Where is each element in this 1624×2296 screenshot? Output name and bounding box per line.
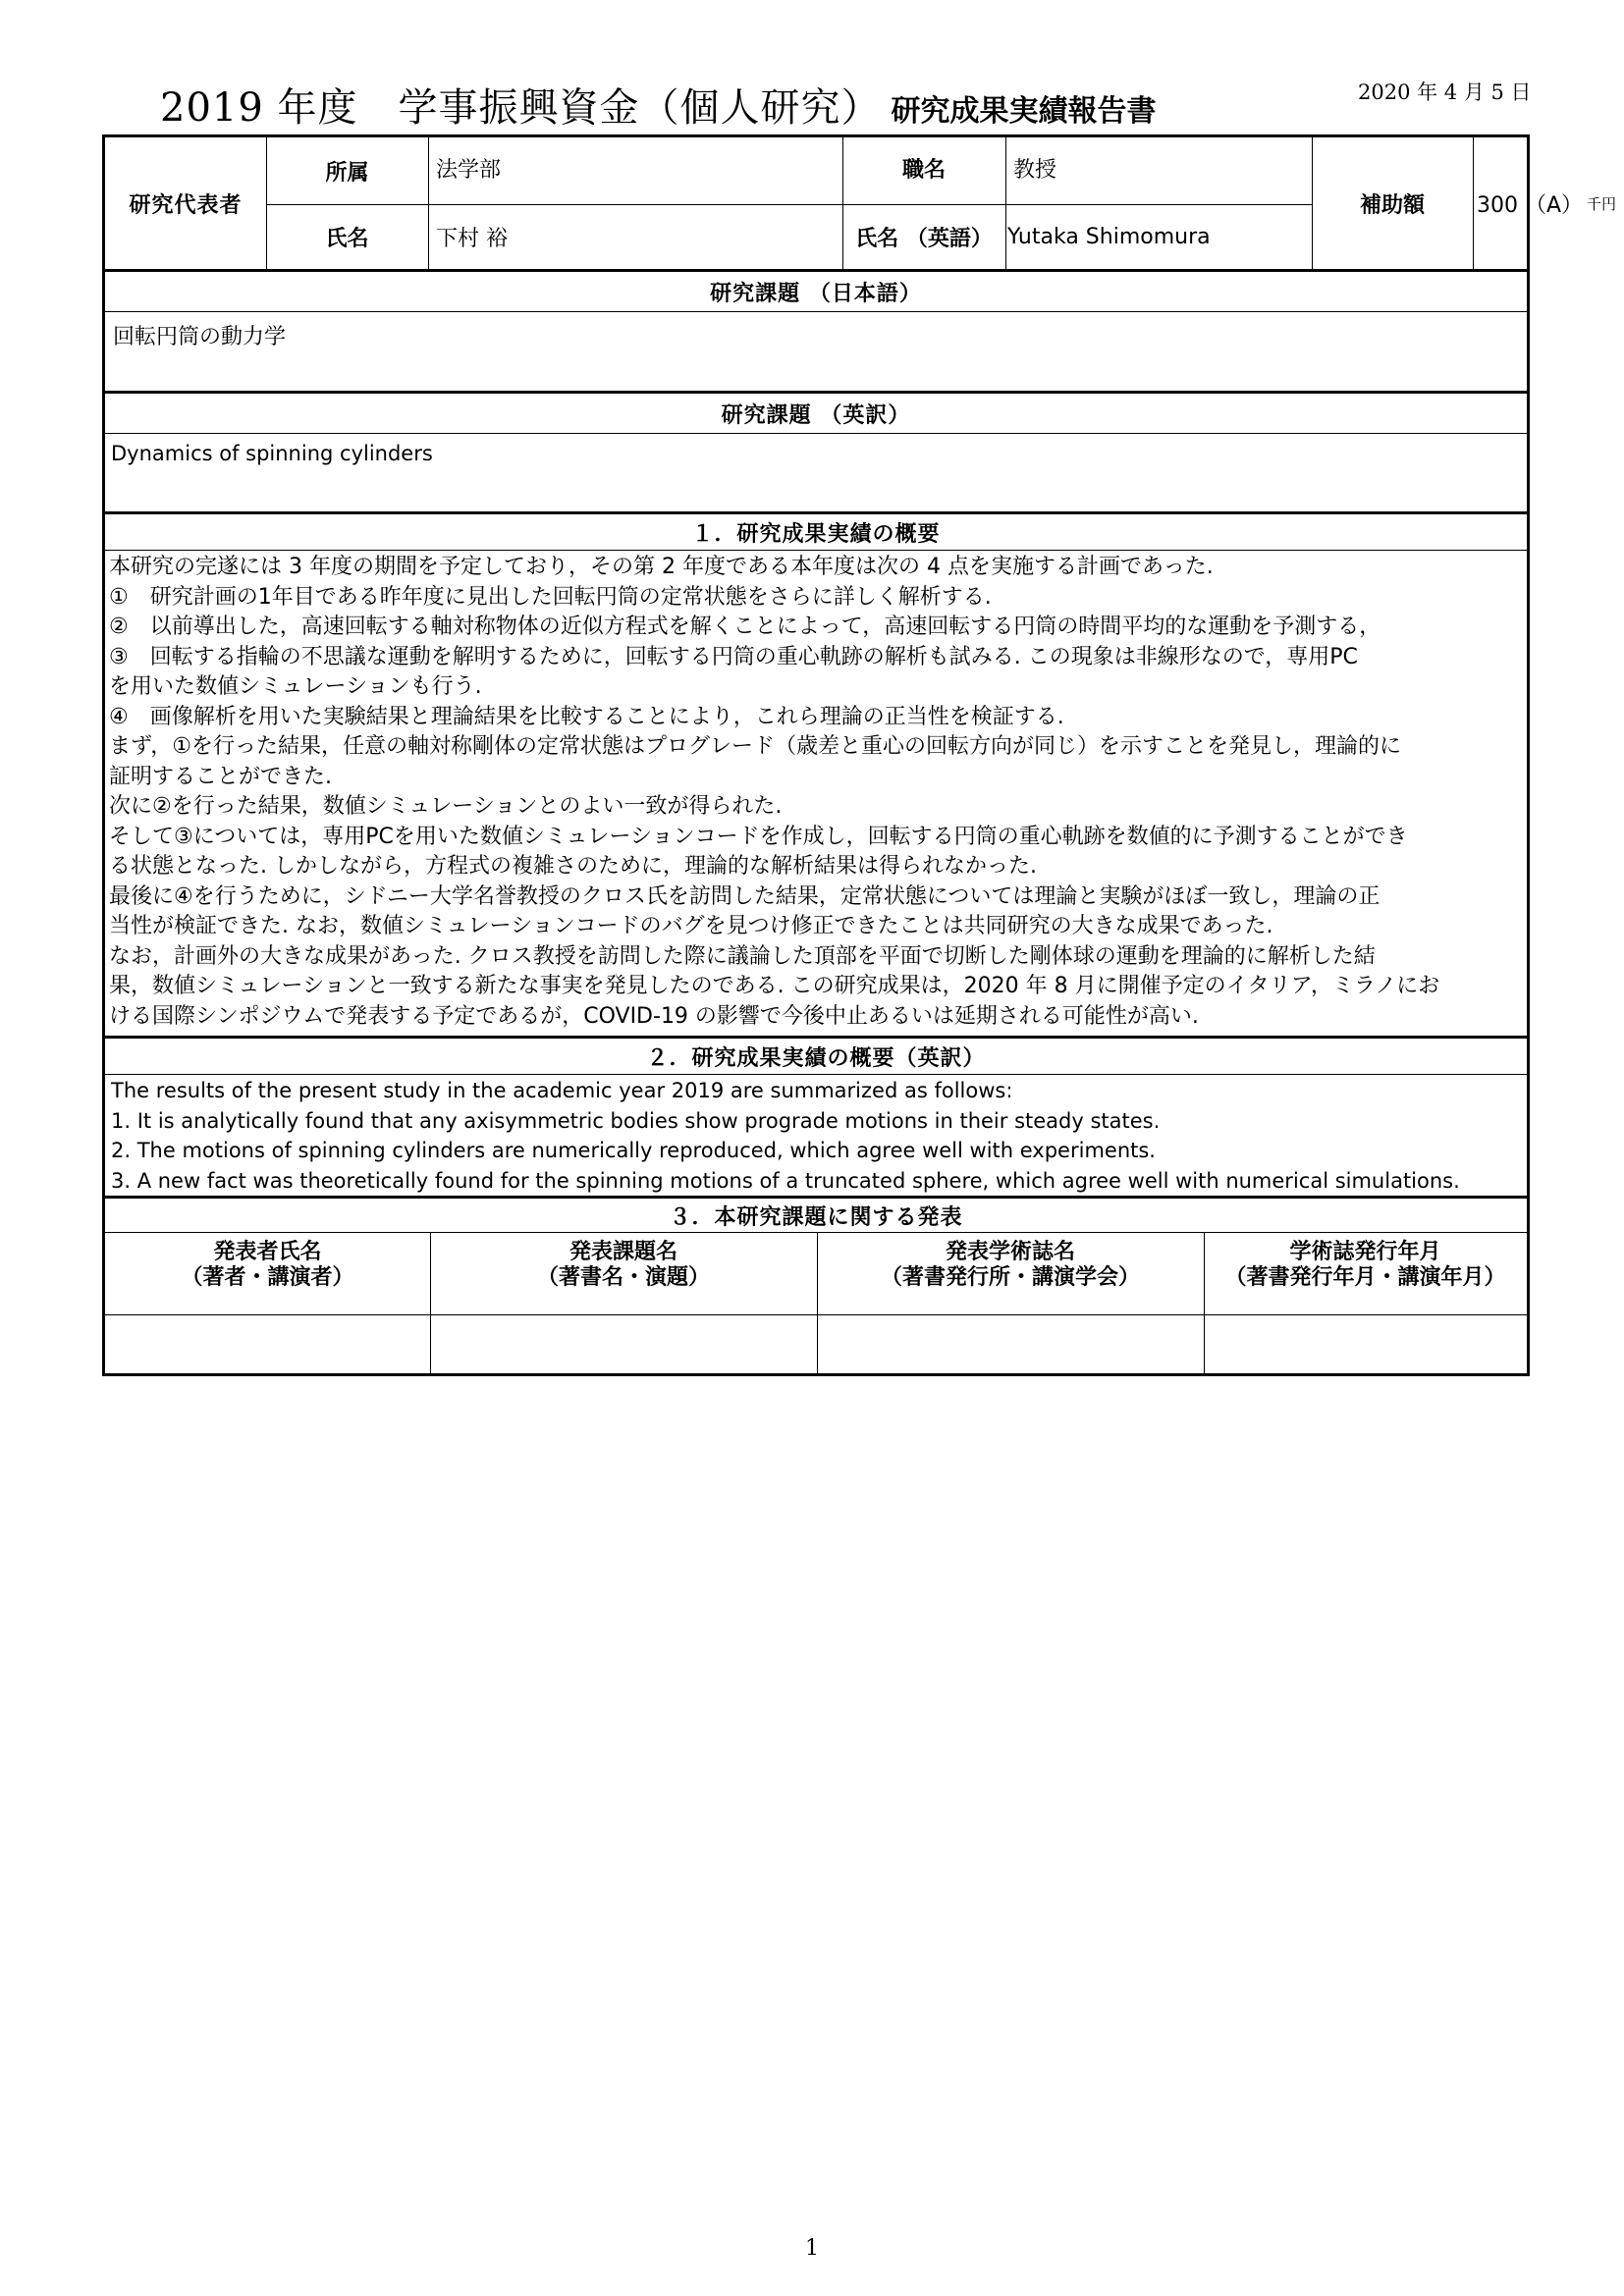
- column-header-line: 発表者氏名: [213, 1240, 322, 1264]
- column-header-journal: [817, 1233, 1204, 1298]
- topic-en-value: Dynamics of spinning cylinders: [111, 442, 433, 465]
- column-header-line: （著書名・演題）: [536, 1265, 710, 1290]
- summary-ja-line: ② 以前導出した，高速回転する軸対称物体の近似方程式を解くことによって，高速回転する円筒の時間平均的な運動を予測する，: [109, 614, 1381, 639]
- summary-ja-line: 果，数値シミュレーションと一致する新たな事実を発見したのである. この研究成果は，2020 年 8 月に開催予定のイタリア，ミラノにお: [109, 974, 1440, 998]
- grant-value: 300 （A）: [1477, 193, 1584, 218]
- summary-ja-line: 次に②を行った結果，数値シミュレーションとのよい一致が得られた.: [109, 794, 783, 819]
- summary-ja-line: 当性が検証できた. なお，数値シミュレーションコードのバグを見つけ修正できたことは共同研究の大きな成果であった.: [109, 914, 1273, 938]
- summary-en-line: 2. The motions of spinning cylinders are numerically reproduced, which agree well with experiments.: [111, 1139, 1156, 1162]
- grant-unit: 千円: [1587, 195, 1617, 213]
- summary-ja-line: 最後に④を行うために，シドニー大学名誉教授のクロス氏を訪問した結果，定常状態については理論と実験がほぼ一致し，理論の正: [109, 883, 1380, 909]
- column-header-line: （著書発行年月・講演年月）: [1224, 1265, 1506, 1290]
- name-label: 氏名: [325, 227, 369, 251]
- topic-en-heading: 研究課題 （英訳）: [721, 402, 911, 428]
- column-header-presenter: [105, 1233, 430, 1298]
- name-en-value: Yutaka Shimomura: [1007, 225, 1211, 249]
- divider: [105, 433, 1527, 434]
- name-en-label: 氏名 （英語）: [855, 227, 993, 251]
- summary-en-line: 1. It is analytically found that any axisymmetric bodies show prograde motions in their steady states.: [111, 1108, 1161, 1133]
- column-header-line: 学術誌発行年月: [1289, 1240, 1441, 1264]
- summary-ja-line: る状態となった. しかしながら，方程式の複雑さのために，理論的な解析結果は得られなかった.: [109, 854, 1037, 879]
- summary-ja-line: まず，①を行った結果，任意の軸対称剛体の定常状態はプログレード（歳差と重心の回転方向が同じ）を示すことを発見し，理論的に: [109, 734, 1401, 759]
- column-header-title: [430, 1233, 817, 1298]
- summary-ja-line: 証明することができた.: [109, 764, 332, 789]
- summary-ja-body: [105, 551, 1527, 1036]
- document-title: [160, 77, 1157, 133]
- affiliation-label: 所属: [325, 160, 369, 186]
- summary-en-body: [105, 1075, 1527, 1196]
- topic-ja-value: 回転円筒の動力学: [113, 325, 287, 349]
- affiliation-value: 法学部: [436, 158, 502, 183]
- title-main: 2019 年度 学事振興資金（個人研究）: [160, 85, 882, 131]
- column-header-line: 発表課題名: [568, 1240, 677, 1264]
- report-date: 2020 年 4 月 5 日: [1358, 80, 1532, 104]
- summary-ja-line: なお，計画外の大きな成果があった. クロス教授を訪問した際に議論した頂部を平面で切断した剛体球の運動を理論的に解析した結: [109, 943, 1376, 969]
- summary-en-heading: ２．研究成果実績の概要（英訳）: [646, 1045, 986, 1071]
- topic-ja-heading: 研究課題 （日本語）: [710, 281, 922, 306]
- column-header-date: [1204, 1233, 1527, 1298]
- publications-heading: ３．本研究課題に関する発表: [669, 1204, 963, 1230]
- summary-ja-line: ③ 回転する指輪の不思議な運動を解明するために，回転する円筒の重心軌跡の解析も試みる. この現象は非線形なので，専用PC: [109, 644, 1358, 669]
- summary-ja-line: そして③については，専用PCを用いた数値シミュレーションコードを作成し，回転する円筒の重心軌跡を数値的に予測することができ: [109, 824, 1408, 849]
- representative-label: 研究代表者: [129, 193, 243, 218]
- divider: [105, 311, 1527, 312]
- summary-ja-heading: １．研究成果実績の概要: [691, 521, 941, 547]
- summary-ja-line: 本研究の完遂には 3 年度の期間を予定しており，その第 2 年度である本年度は次の 4 点を実施する計画であった.: [109, 555, 1214, 579]
- column-header-line: （著者・講演者）: [181, 1265, 354, 1290]
- summary-en-line: 3. A new fact was theoretically found for the spinning motions of a truncated sphere, which agree well with numerical simulations.: [111, 1168, 1460, 1193]
- divider: [105, 1314, 1527, 1315]
- grant-amount: [1473, 137, 1617, 270]
- report-form: [102, 134, 1617, 1376]
- summary-ja-line: ④ 画像解析を用いた実験結果と理論結果を比較することにより，これら理論の正当性を検証する.: [109, 704, 1064, 729]
- page-number: 1: [805, 2236, 819, 2261]
- summary-en-line: The results of the present study in the academic year 2019 are summarized as follows:: [111, 1079, 1013, 1102]
- column-header-line: （著書発行所・講演学会）: [880, 1265, 1140, 1290]
- column-header-line: 発表学術誌名: [945, 1240, 1075, 1264]
- summary-ja-line: ける国際シンポジウムで発表する予定であるが，COVID-19 の影響で今後中止あるいは延期される可能性が高い.: [109, 1003, 1199, 1029]
- position-value: 教授: [1013, 158, 1057, 183]
- position-label: 職名: [901, 158, 946, 183]
- summary-ja-line: を用いた数値シミュレーションも行う.: [109, 674, 482, 699]
- summary-ja-line: ① 研究計画の1年目である昨年度に見出した回転円筒の定常状態をさらに詳しく解析する.: [109, 584, 992, 610]
- grant-label: 補助額: [1359, 193, 1425, 218]
- name-value: 下村 裕: [436, 227, 508, 251]
- title-sub: 研究成果実績報告書: [891, 94, 1157, 129]
